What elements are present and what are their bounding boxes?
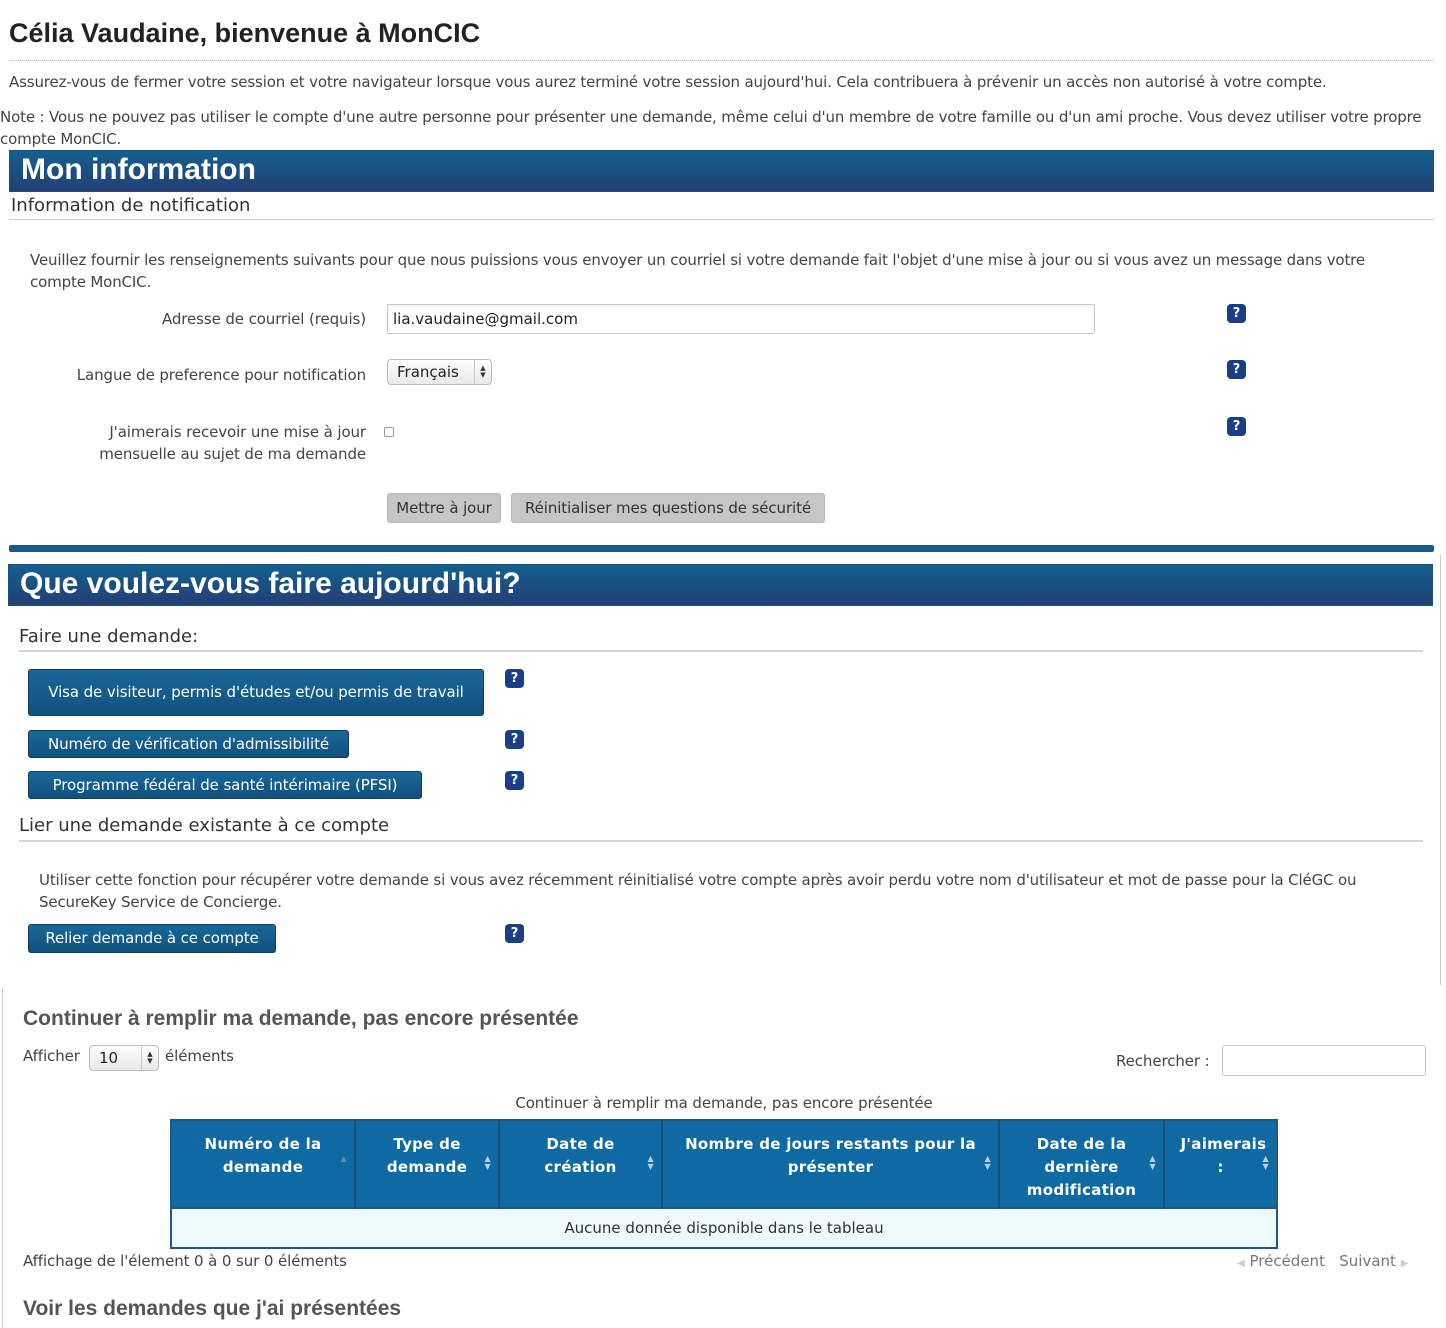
sort-icon: ▲ ▼ bbox=[1262, 1154, 1269, 1171]
column-label: Nombre de jours restants pour la présenter bbox=[685, 1135, 976, 1176]
notification-info-heading: Information de notification bbox=[11, 195, 251, 216]
column-header-last-modified[interactable] bbox=[999, 1120, 1164, 1208]
column-header-application-number[interactable] bbox=[171, 1120, 355, 1208]
title-divider bbox=[9, 60, 1433, 61]
table-header-row bbox=[171, 1120, 1277, 1208]
table-info: Affichage de l'élement 0 à 0 sur 0 éléments bbox=[23, 1252, 347, 1270]
previous-page-button[interactable] bbox=[1237, 1252, 1325, 1270]
show-label: Afficher bbox=[23, 1047, 80, 1065]
next-label: Suivant bbox=[1339, 1252, 1396, 1270]
empty-table-message: Aucune donnée disponible dans le tableau bbox=[171, 1208, 1277, 1248]
language-select-value: Français bbox=[397, 363, 459, 381]
language-select[interactable] bbox=[387, 359, 492, 385]
reset-security-questions-button[interactable]: Réinitialiser mes questions de sécurité bbox=[511, 493, 825, 523]
email-field[interactable] bbox=[387, 304, 1095, 334]
page-length-select[interactable] bbox=[89, 1045, 159, 1071]
monthly-update-checkbox[interactable] bbox=[384, 427, 394, 437]
language-help-icon[interactable]: ? bbox=[1227, 360, 1246, 379]
column-header-application-type[interactable] bbox=[355, 1120, 499, 1208]
email-label: Adresse de courriel (requis) bbox=[161, 310, 366, 328]
link-application-heading: Lier une demande existante à ce compte bbox=[19, 815, 390, 836]
column-label: Numéro de la demande bbox=[204, 1135, 322, 1176]
visitor-visa-study-work-permit-button[interactable]: Visa de visiteur, permis d'études et/ou permis de travail bbox=[28, 669, 484, 716]
search-input[interactable] bbox=[1222, 1045, 1426, 1076]
next-page-button[interactable] bbox=[1339, 1252, 1408, 1270]
search-label: Rechercher : bbox=[1116, 1052, 1210, 1070]
panel-border bbox=[1440, 555, 1441, 985]
email-help-icon[interactable]: ? bbox=[1227, 304, 1246, 323]
select-arrows-icon: ▲ ▼ bbox=[474, 360, 491, 384]
column-label: Date de la dernière modification bbox=[1026, 1135, 1137, 1199]
sort-icon: ▲ ▼ bbox=[1149, 1154, 1156, 1171]
sort-icon: ▲ ▼ bbox=[647, 1154, 654, 1171]
panel-border bbox=[2, 988, 3, 1328]
eligibility-verification-number-button[interactable]: Numéro de vérification d'admissibilité bbox=[28, 730, 349, 758]
page-title: Célia Vaudaine, bienvenue à MonCIC bbox=[9, 18, 481, 48]
notification-description: Veuillez fournir les renseignements suivants pour que nous puissions vous envoyer un courriel si votre demande fait l'objet d'une mise à jour ou si vous avez un message dans votre compte MonCIC. bbox=[30, 251, 1365, 291]
eligibility-help-icon[interactable]: ? bbox=[505, 730, 524, 749]
link-help-icon[interactable]: ? bbox=[505, 924, 524, 943]
column-label: J'aimerais : bbox=[1180, 1135, 1267, 1176]
ifhp-button[interactable]: Programme fédéral de santé intérimaire (PFSI) bbox=[28, 771, 422, 799]
link-description: Utiliser cette fonction pour récupérer votre demande si vous avez récemment réinitialisé votre compte après avoir perdu votre nom d'utilisateur et mot de passe pour la CléGC ou SecureKey Service de Concierge. bbox=[39, 871, 1357, 911]
drafts-heading: Continuer à remplir ma demande, pas encore présentée bbox=[23, 1007, 579, 1030]
my-information-banner bbox=[9, 150, 1434, 192]
sort-icon: ▲ ▼ bbox=[984, 1154, 991, 1171]
submitted-applications-heading: Voir les demandes que j'ai présentées bbox=[23, 1297, 402, 1320]
update-button[interactable]: Mettre à jour bbox=[387, 493, 501, 523]
link-application-button[interactable]: Relier demande à ce compte bbox=[28, 924, 276, 953]
apply-divider bbox=[19, 650, 1423, 652]
link-divider bbox=[19, 840, 1423, 842]
visa-help-icon[interactable]: ? bbox=[505, 669, 524, 688]
next-arrow-icon: ▶ bbox=[1400, 1258, 1409, 1269]
previous-arrow-icon: ◀ bbox=[1237, 1258, 1245, 1269]
table-caption: Continuer à remplir ma demande, pas encore présentée bbox=[515, 1094, 933, 1112]
previous-label: Précédent bbox=[1249, 1252, 1325, 1270]
language-label: Langue de preference pour notification bbox=[76, 366, 366, 384]
account-note: Note : Vous ne pouvez pas utiliser le compte d'une autre personne pour présenter une demande, même celui d'un membre de votre famille ou d'un ami proche. Vous devez utiliser votre propre compte MonCIC. bbox=[0, 108, 1422, 148]
apply-heading: Faire une demande: bbox=[19, 626, 199, 647]
section-divider bbox=[9, 219, 1434, 220]
monthly-update-label: J'aimerais recevoir une mise à jour mensuelle au sujet de ma demande bbox=[99, 423, 366, 463]
drafts-table bbox=[170, 1119, 1278, 1249]
todo-title: Que voulez-vous faire aujourd'hui? bbox=[20, 567, 521, 600]
column-header-days-remaining[interactable] bbox=[662, 1120, 999, 1208]
sort-icon: ▲ ▼ bbox=[484, 1154, 491, 1171]
collapsed-section-bar bbox=[9, 545, 1434, 552]
column-header-creation-date[interactable] bbox=[499, 1120, 662, 1208]
select-arrows-icon: ▲ ▼ bbox=[141, 1046, 158, 1070]
monthly-update-help-icon[interactable]: ? bbox=[1227, 417, 1246, 436]
pagination bbox=[1237, 1252, 1408, 1270]
column-label: Type de demande bbox=[386, 1135, 468, 1176]
sort-ascending-icon: ▲ bbox=[340, 1154, 347, 1163]
page-length-value: 10 bbox=[99, 1049, 119, 1067]
column-header-actions[interactable] bbox=[1164, 1120, 1277, 1208]
session-warning: Assurez-vous de fermer votre session et votre navigateur lorsque vous aurez terminé votre session aujourd'hui. Cela contribuera à prévenir un accès non autorisé à votre compte. bbox=[9, 73, 1327, 91]
ifhp-help-icon[interactable]: ? bbox=[505, 771, 524, 790]
show-suffix: éléments bbox=[165, 1047, 234, 1065]
column-label: Date de création bbox=[544, 1135, 617, 1176]
todo-banner bbox=[8, 564, 1433, 606]
table-row bbox=[171, 1208, 1277, 1248]
my-information-title: Mon information bbox=[21, 153, 256, 186]
